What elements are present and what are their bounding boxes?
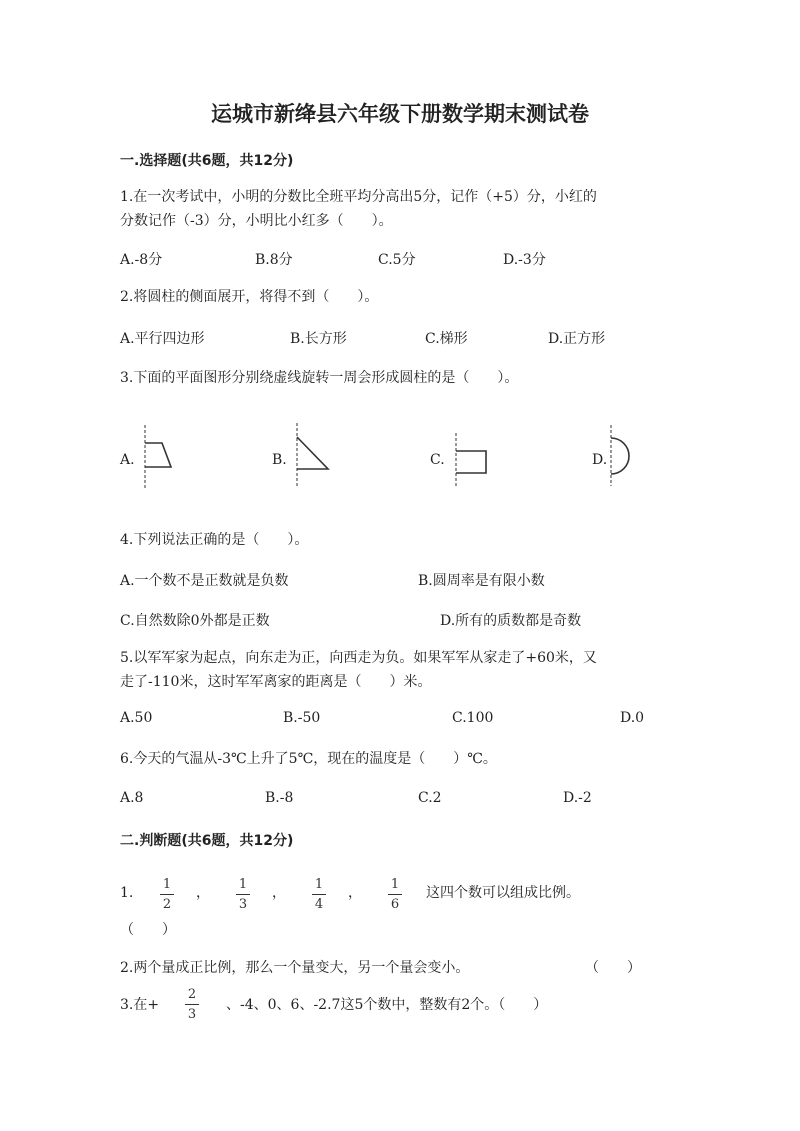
option-d: D.所有的质数都是奇数 bbox=[440, 613, 582, 629]
numerator: 1 bbox=[162, 877, 172, 892]
numerator: 1 bbox=[314, 877, 324, 892]
option-d: D. bbox=[592, 452, 608, 468]
numerator: 2 bbox=[187, 987, 197, 1002]
option-a: A.8 bbox=[120, 790, 144, 806]
option-d: D.正方形 bbox=[548, 331, 606, 347]
option-b: B.长方形 bbox=[290, 331, 347, 347]
question-text: 走了-110米，这时军军离家的距离是（ ）米。 bbox=[120, 674, 432, 690]
answer-paren: （ ） bbox=[585, 960, 641, 976]
question-text: 3.下面的平面图形分别绕虚线旋转一周会形成圆柱的是（ ）。 bbox=[120, 370, 519, 386]
page-title: 运城市新绛县六年级下册数学期末测试卷 bbox=[211, 102, 589, 126]
separator: ， bbox=[196, 885, 210, 901]
option-b: B.-8 bbox=[265, 790, 294, 806]
option-a: A.一个数不是正数就是负数 bbox=[120, 573, 289, 589]
question-text: 1.在一次考试中，小明的分数比全班平均分高出5分，记作（+5）分，小红的 bbox=[120, 189, 597, 205]
separator: ， bbox=[272, 885, 286, 901]
rectangle-figure bbox=[450, 433, 490, 488]
question-prefix: 3.在+ bbox=[120, 997, 160, 1013]
option-c: C.2 bbox=[418, 790, 442, 806]
trapezoid-figure bbox=[138, 425, 178, 490]
question-text: 分数记作（-3）分，小明比小红多（ ）。 bbox=[120, 213, 393, 229]
question-text: 这四个数可以组成比例。 bbox=[426, 885, 580, 901]
numerator: 1 bbox=[238, 877, 248, 892]
question-text: 4.下列说法正确的是（ ）。 bbox=[120, 532, 309, 548]
option-c: C.100 bbox=[452, 710, 494, 726]
denominator: 3 bbox=[238, 897, 248, 912]
option-a: A.50 bbox=[120, 710, 153, 726]
option-d: D.-2 bbox=[563, 790, 592, 806]
denominator: 6 bbox=[390, 897, 400, 912]
question-text: 2.两个量成正比例，那么一个量变大，另一个量会变小。 bbox=[120, 960, 470, 976]
numerator: 1 bbox=[390, 877, 400, 892]
separator: ， bbox=[348, 885, 362, 901]
option-d: D.0 bbox=[620, 710, 645, 726]
denominator: 2 bbox=[162, 897, 172, 912]
option-c: C.5分 bbox=[378, 252, 416, 268]
section-heading-judgement: 二.判断题(共6题，共12分) bbox=[120, 833, 294, 849]
fraction bbox=[387, 876, 403, 913]
fraction bbox=[159, 876, 175, 913]
semicircle-figure bbox=[604, 425, 644, 488]
option-c: C.自然数除0外都是正数 bbox=[120, 613, 270, 629]
denominator: 4 bbox=[314, 897, 324, 912]
triangle-figure bbox=[290, 423, 335, 490]
fraction bbox=[311, 876, 327, 913]
question-number: 1. bbox=[120, 885, 134, 901]
option-c: C.梯形 bbox=[425, 331, 468, 347]
option-a: A.平行四边形 bbox=[120, 331, 205, 347]
option-b: B. bbox=[272, 452, 287, 468]
option-b: B.-50 bbox=[283, 710, 321, 726]
fraction bbox=[184, 986, 200, 1023]
option-b: B.8分 bbox=[255, 252, 293, 268]
denominator: 3 bbox=[187, 1007, 197, 1022]
option-b: B.圆周率是有限小数 bbox=[418, 573, 545, 589]
answer-paren: （ ） bbox=[120, 922, 176, 938]
question-text: 6.今天的气温从-3℃上升了5℃，现在的温度是（ ）℃。 bbox=[120, 751, 497, 767]
question-text: 2.将圆柱的侧面展开，将得不到（ ）。 bbox=[120, 289, 379, 305]
option-d: D.-3分 bbox=[503, 252, 546, 268]
section-heading-choice: 一.选择题(共6题，共12分) bbox=[120, 153, 294, 169]
option-a: A. bbox=[120, 452, 135, 468]
fraction bbox=[235, 876, 251, 913]
option-a: A.-8分 bbox=[120, 252, 163, 268]
option-c: C. bbox=[430, 452, 445, 468]
question-text: 、-4、0、6、-2.7这5个数中，整数有2个。（ ） bbox=[226, 997, 548, 1013]
question-text: 5.以军军家为起点，向东走为正，向西走为负。如果军军从家走了+60米，又 bbox=[120, 650, 597, 666]
